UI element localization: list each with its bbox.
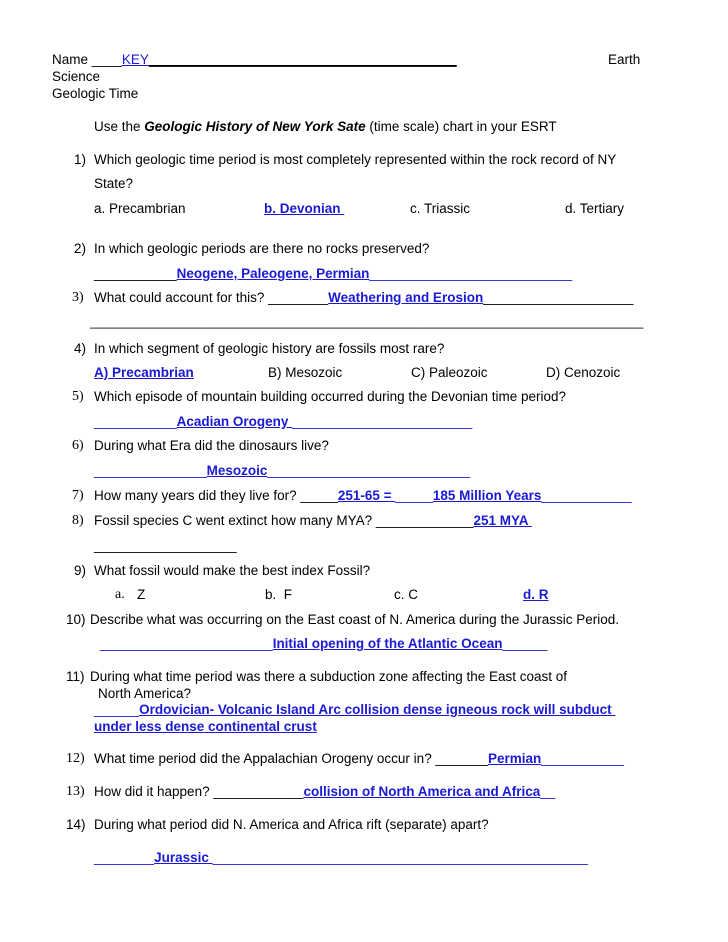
q12-line: What time period did the Appalachian Orogeny occur in? _______Permian___________ (94, 751, 624, 766)
q3-answer: Weathering and Erosion (328, 290, 484, 305)
q11-text-line2: North America? (98, 686, 192, 701)
q5-text: Which episode of mountain building occurred during the Devonian time period? (94, 389, 567, 404)
q10-answer-line: _______________________Initial opening of the Atlantic Ocean______ (100, 636, 548, 651)
q3-number: 3) (72, 290, 84, 305)
q11-answer-line1: ______Ordovician- Volcanic Island Arc collision dense igneous rock will subduct (94, 702, 616, 717)
q1-choice-b-answer: b. Devonian (264, 201, 345, 216)
q8-answer: 251 MYA (473, 513, 532, 528)
q9-choice-c: c. C (394, 587, 419, 602)
q4-number: 4) (74, 341, 87, 356)
q9-choice-b: b. F (265, 587, 293, 602)
q5-answer-line: ___________Acadian Orogeny ________________________ (94, 414, 473, 429)
q5-answer: Acadian Orogeny (176, 414, 293, 429)
q3-extra-line: _______________________________________________________________________________ (90, 315, 644, 329)
q6-number: 6) (72, 438, 84, 453)
name-blank: _________________________________________ (148, 52, 457, 67)
q14-number: 14) (66, 817, 86, 832)
q1-choice-d: d. Tertiary (565, 201, 625, 216)
q2-number: 2) (74, 241, 87, 256)
q11-answer-line2: under less dense continental crust (94, 719, 317, 734)
q7-answer-a: 251-65 = (337, 488, 396, 503)
q5-number: 5) (72, 389, 84, 404)
q11-number: 11) (66, 669, 85, 684)
q4-choice-d: D) Cenozoic (546, 365, 621, 380)
q2-answer-line: ___________Neogene, Paleogene, Permian___________________________ (94, 266, 573, 281)
q11-text: During what time period was there a subduction zone affecting the East coast of (90, 669, 568, 684)
q12-answer: Permian (488, 751, 542, 766)
q9-number: 9) (74, 563, 87, 578)
topic-title: Geologic Time (52, 86, 139, 101)
name-line: Name ____KEY_________________________________________ (52, 52, 457, 67)
q7-number: 7) (72, 488, 84, 503)
chart-name: Geologic History of New York Sate (144, 119, 366, 134)
q13-answer: collision of North America and Africa (303, 784, 541, 799)
q1-number: 1) (74, 152, 87, 167)
q3-line: What could account for this? ________Weathering and Erosion____________________ (94, 290, 634, 305)
q13-line: How did it happen? ____________collision of North America and Africa__ (94, 784, 556, 799)
name-answer: KEY (121, 52, 149, 67)
q1-choice-a: a. Precambrian (94, 201, 186, 216)
q11-answer: Ordovician- Volcanic Island Arc collision dense igneous rock will subduct (139, 702, 616, 717)
q13-number: 13) (66, 784, 85, 799)
q9-choice-a-letter: a. (115, 587, 125, 602)
subject-earth: Earth (608, 52, 641, 67)
q6-text: During what Era did the dinosaurs live? (94, 438, 329, 453)
q9-choice-a: Z (137, 587, 146, 602)
q14-answer: Jurassic (154, 850, 213, 865)
q8-number: 8) (72, 513, 84, 528)
subject-science: Science (52, 69, 101, 84)
q7-line: How many years did they live for? _____251-65 = _____185 Million Years____________ (94, 488, 632, 503)
q12-number: 12) (66, 751, 85, 766)
q10-text: Describe what was occurring on the East coast of N. America during the Jurassic Period. (90, 612, 619, 627)
q1-choice-c: c. Triassic (410, 201, 471, 216)
q10-answer: Initial opening of the Atlantic Ocean (272, 636, 503, 651)
q9-text: What fossil would make the best index Fossil? (94, 563, 371, 578)
q14-answer-line: ________Jurassic __________________________________________________ (94, 850, 589, 865)
q8-blank-line: ___________________ (94, 538, 237, 553)
q14-text: During what period did N. America and Africa rift (separate) apart? (94, 817, 489, 832)
q4-choice-c: C) Paleozoic (411, 365, 488, 380)
q4-choice-b: B) Mesozoic (268, 365, 343, 380)
q6-answer: Mesozoic (206, 463, 268, 478)
q10-number: 10) (66, 612, 86, 627)
q1-text-line2: State? (94, 176, 134, 191)
q2-text: In which geologic periods are there no rocks preserved? (94, 241, 430, 256)
q2-answer: Neogene, Paleogene, Permian (176, 266, 370, 281)
q4-text: In which segment of geologic history are fossils most rare? (94, 341, 445, 356)
q7-answer-b: 185 Million Years (432, 488, 542, 503)
q6-answer-line: _______________Mesozoic___________________________ (94, 463, 471, 478)
q8-line: Fossil species C went extinct how many MYA? _____________251 MYA (94, 513, 532, 528)
q9-choice-d-answer: d. R (523, 587, 549, 602)
instructions: Use the Geologic History of New York Sate (time scale) chart in your ESRT (94, 119, 557, 134)
q4-choice-a-answer: A) Precambrian (94, 365, 194, 380)
q1-text: Which geologic time period is most completely represented within the rock record of NY (94, 152, 617, 167)
